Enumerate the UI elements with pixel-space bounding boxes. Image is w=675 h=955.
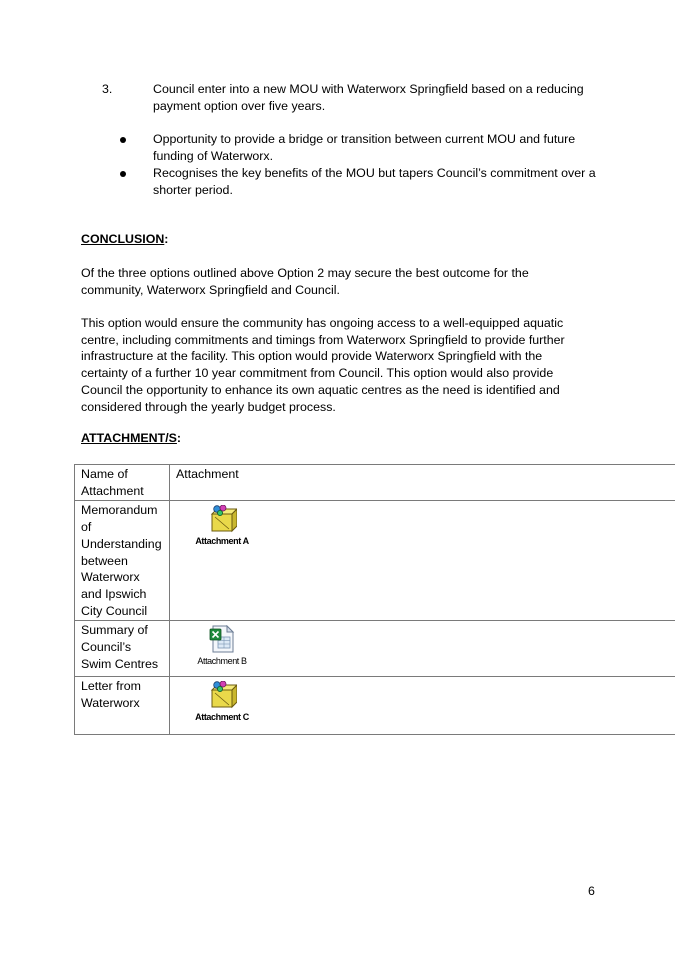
attachment-caption: Attachment B [197,656,247,667]
bullet-text: Opportunity to provide a bridge or transition between current MOU and future funding of Waterworx. [153,132,576,163]
excel-file-icon [209,625,235,653]
table-row [75,621,675,677]
package-icon [207,505,237,533]
header-attachment-cell: Attachment [170,465,675,501]
attachments-table [74,464,675,735]
conclusion-heading [81,232,168,246]
attachment-cell [170,501,675,621]
attachment-name-cell: Letter from Waterworx [75,677,170,735]
bullet-icon [120,171,126,177]
conclusion-paragraph-1: Of the three options outlined above Option 2 may secure the best outcome for the community, Waterworx Springfield and Council. [81,266,529,297]
attachment-name-cell: Summary of Council’s Swim Centres [75,621,170,677]
header-name-cell: Name of Attachment [75,465,170,501]
table-row [75,677,675,735]
page-number: 6 [588,884,595,898]
attachments-heading [81,431,181,445]
bullet-text: Recognises the key benefits of the MOU but tapers Council’s commitment over a shorter period. [153,166,596,197]
attachment-caption: Attachment C [195,712,249,723]
attachment-cell [170,621,675,677]
attachments-heading-text: ATTACHMENT/S [81,431,177,445]
table-row [75,501,675,621]
attachment-b-link[interactable] [190,625,254,670]
package-icon [207,681,237,709]
attachment-c-link[interactable] [190,681,254,726]
attachment-a-link[interactable] [190,505,254,550]
item-text: Council enter into a new MOU with Waterworx Springfield based on a reducing payment option over five years. [153,82,584,113]
bullet-list [118,131,603,199]
attachments-heading-colon: : [176,431,182,445]
attachment-name-cell: Memorandum of Understanding between Waterworx and Ipswich City Council [75,501,170,621]
bullet-icon [120,137,126,143]
item-number: 3. [102,82,113,96]
table-header-row [75,465,675,501]
bullet-item [118,131,603,165]
conclusion-heading-colon: : [164,232,169,246]
attachment-cell [170,677,675,735]
conclusion-heading-text: CONCLUSION [81,232,165,246]
conclusion-paragraph-2: This option would ensure the community has ongoing access to a well-equipped aquatic centre, including commitments and timings from Waterworx Springfield to provide further infrastructure at the facility. This option would provide Waterworx Springfield with the certainty of a further 10 year commitment from Council. This option would also provide Council the opportunity to enhance its own aquatic centres as the need is identified and considered through the yearly budget process. [81,316,565,414]
bullet-item [118,165,603,199]
attachment-caption: Attachment A [195,536,249,547]
